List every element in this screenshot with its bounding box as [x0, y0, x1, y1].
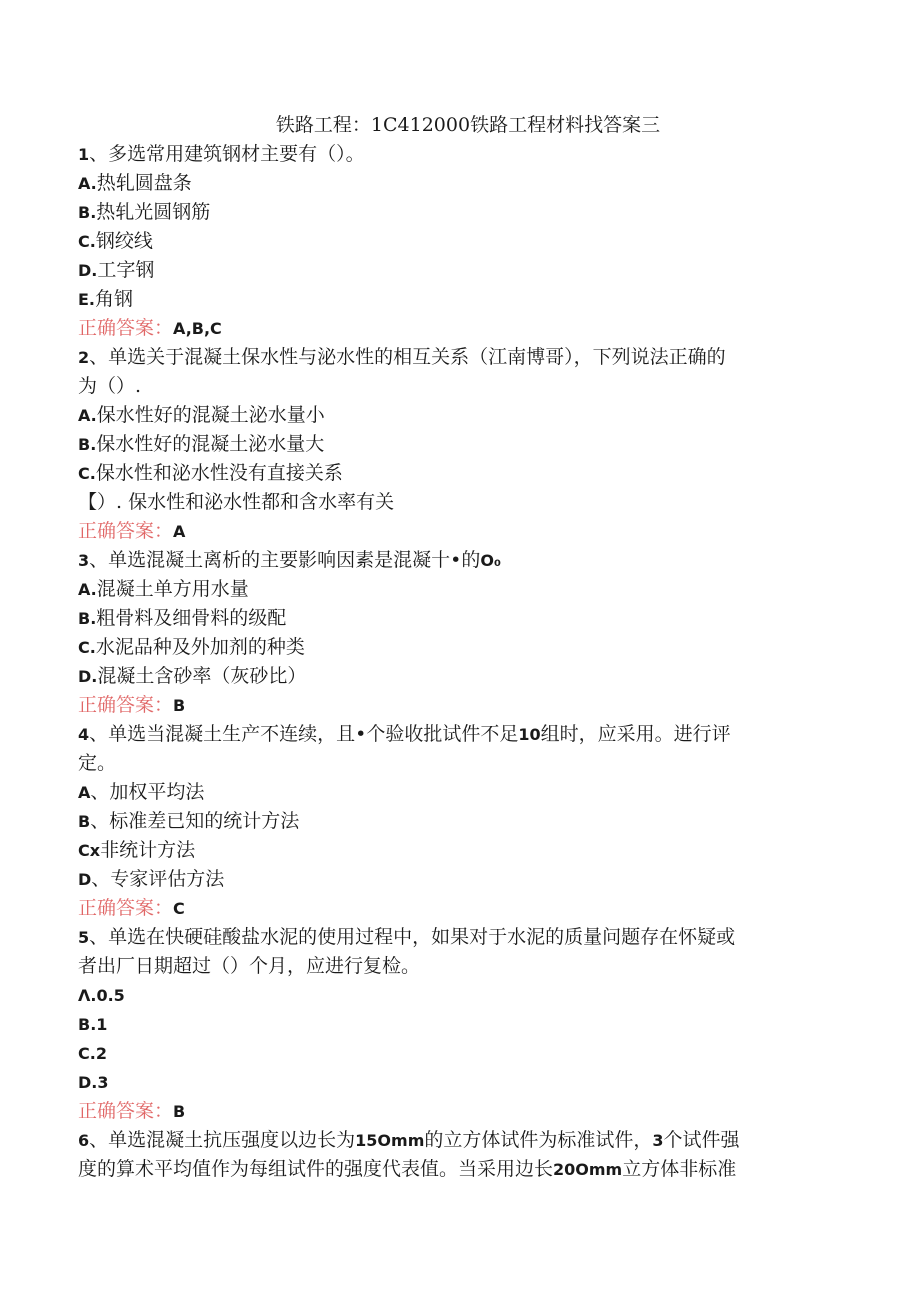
option: [78, 285, 838, 314]
option: [78, 256, 838, 285]
option: [78, 169, 838, 198]
question-number: 1: [78, 145, 90, 164]
question-text: 个试件强: [663, 1129, 740, 1151]
question-number: 2: [78, 348, 90, 367]
question-text: 、单选混凝土离析的主要影响因素是混凝十•的: [89, 549, 481, 571]
option: [78, 401, 838, 430]
question-inline-number: 15Omm: [355, 1131, 425, 1150]
answer-line: [78, 691, 838, 720]
option: [78, 459, 838, 488]
question-text: 、单选关于混凝土保水性与泌水性的相互关系（江南博哥），下列说法正确的: [89, 346, 726, 368]
document-body: [78, 110, 838, 1184]
question-number: 3: [78, 551, 90, 570]
option-key: D: [78, 870, 92, 889]
option: [78, 1068, 838, 1097]
question-text: 的立方体试件为标准试件，: [424, 1129, 653, 1151]
question-inline-number: 20Omm: [553, 1160, 623, 1179]
option: [78, 198, 838, 227]
question-stem: [78, 923, 838, 952]
question-stem-continued: 定。: [78, 752, 117, 774]
question-stem: [78, 546, 838, 575]
option: [78, 488, 838, 517]
option-text: 水泥品种及外加剂的种类: [95, 636, 305, 658]
question-6: [78, 1126, 838, 1184]
option: [78, 1010, 838, 1039]
option-text: 保水性好的混凝土泌水量大: [96, 433, 325, 455]
option-key: Λ.0.5: [78, 986, 125, 1005]
question-inline-number: 10: [518, 725, 541, 744]
question-text: 、单选混凝土抗压强度以边长为: [89, 1129, 356, 1151]
option-text: 、加权平均法: [90, 781, 205, 803]
option-key: C.: [78, 232, 96, 251]
option-text: 保水性好的混凝土泌水量小: [96, 404, 325, 426]
option-text: 、专家评估方法: [91, 868, 225, 890]
option-key: D.: [78, 261, 98, 280]
option: [78, 778, 838, 807]
answer-value: A,B,C: [173, 319, 222, 338]
question-number: 6: [78, 1131, 90, 1150]
question-stem: [78, 140, 838, 169]
question-stem: [78, 1126, 838, 1155]
option-key: D.: [78, 667, 98, 686]
question-4: [78, 720, 838, 923]
option-key: A.: [78, 406, 97, 425]
option: [78, 981, 838, 1010]
question-inline-number: 3: [652, 1131, 664, 1150]
option-key: B.: [78, 609, 97, 628]
answer-label: 正确答案：: [78, 520, 174, 542]
question-stem-continued: [78, 1155, 838, 1184]
page-title: 铁路工程：1C412000铁路工程材料找答案三: [275, 114, 661, 136]
option-text: 工字钢: [97, 259, 155, 281]
option-text: 保水性和泌水性没有直接关系: [95, 462, 343, 484]
question-text: 、单选当混凝土生产不连续，且•个验收批试件不足: [89, 723, 519, 745]
question-text: 组时，应采用。进行评: [540, 723, 731, 745]
option: [78, 807, 838, 836]
answer-line: [78, 1097, 838, 1126]
answer-value: C: [173, 899, 185, 918]
option-key: B.: [78, 203, 97, 222]
question-text: 、单选在快硬硅酸盐水泥的使用过程中，如果对于水泥的质量问题存在怀疑或: [89, 926, 736, 948]
question-2: [78, 343, 838, 546]
option-text: 钢绞线: [95, 230, 153, 252]
option-key: C.2: [78, 1044, 107, 1063]
option: [78, 430, 838, 459]
option: [78, 575, 838, 604]
option-key: Cx: [78, 841, 101, 860]
option-text: 混凝土单方用水量: [96, 578, 249, 600]
answer-label: 正确答案：: [78, 1100, 174, 1122]
option-key: B.: [78, 435, 97, 454]
question-number: 5: [78, 928, 90, 947]
option-key: D.3: [78, 1073, 109, 1092]
option-text: 角钢: [95, 288, 134, 310]
answer-line: [78, 517, 838, 546]
option-key: B.1: [78, 1015, 108, 1034]
option-text: 【）. 保水性和泌水性都和含水率有关: [78, 491, 395, 513]
answer-label: 正确答案：: [78, 694, 174, 716]
question-text: 立方体非标准: [622, 1158, 737, 1180]
question-stem: [78, 343, 838, 372]
option-key: A: [78, 783, 91, 802]
option: [78, 633, 838, 662]
question-number: 4: [78, 725, 90, 744]
question-text: 、多选常用建筑钢材主要有（）。: [89, 143, 365, 165]
option-key: A.: [78, 174, 97, 193]
option: [78, 836, 838, 865]
answer-value: A: [173, 522, 186, 541]
answer-line: [78, 894, 838, 923]
option-text: 混凝土含砂率（灰砂比）: [97, 665, 307, 687]
question-stem: [78, 720, 838, 749]
option-key: C.: [78, 638, 96, 657]
question-stem-continued: 者出厂日期超过（）个月，应进行复检。: [78, 955, 421, 977]
option-key: A.: [78, 580, 97, 599]
answer-label: 正确答案：: [78, 897, 174, 919]
answer-value: B: [173, 696, 186, 715]
option-text: 热轧圆盘条: [96, 172, 192, 194]
option-text: 非统计方法: [100, 839, 196, 861]
question-stem-continued: 为（）.: [78, 375, 142, 397]
answer-value: B: [173, 1102, 186, 1121]
question-3: [78, 546, 838, 720]
option: [78, 227, 838, 256]
option: [78, 865, 838, 894]
answer-label: 正确答案：: [78, 317, 174, 339]
option: [78, 604, 838, 633]
option-text: 、标准差已知的统计方法: [90, 810, 300, 832]
question-tail: O₀: [480, 551, 501, 570]
question-text: 度的算术平均值作为每组试件的强度代表值。当采用边长: [78, 1158, 554, 1180]
option-key: B: [78, 812, 91, 831]
option: [78, 662, 838, 691]
question-5: [78, 923, 838, 1126]
option-text: 粗骨料及细骨料的级配: [96, 607, 287, 629]
option-text: 热轧光圆钢筋: [96, 201, 211, 223]
option: [78, 1039, 838, 1068]
option-key: C.: [78, 464, 96, 483]
answer-line: [78, 314, 838, 343]
question-1: [78, 140, 838, 343]
option-key: E.: [78, 290, 96, 309]
